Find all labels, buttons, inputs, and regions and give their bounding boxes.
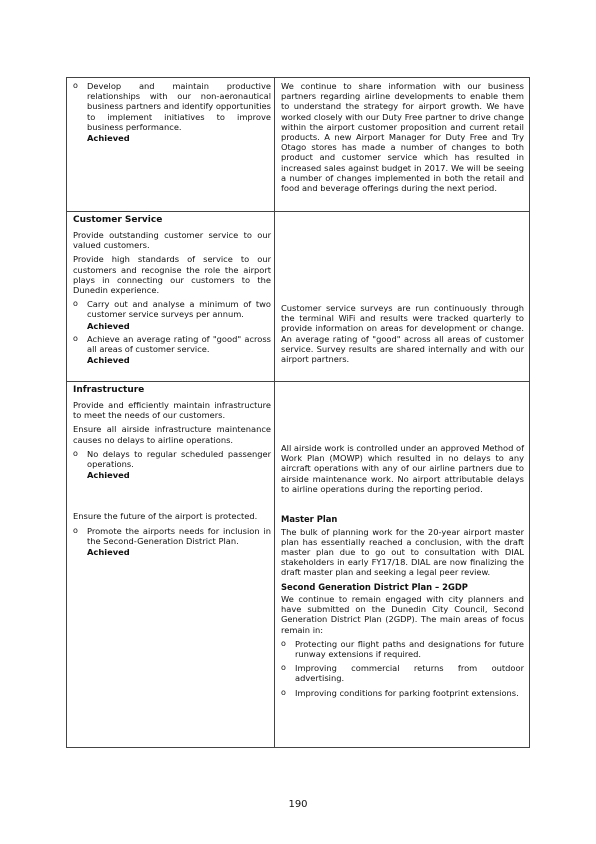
bullet-marker: o (281, 638, 286, 648)
bullet-marker: o (73, 299, 78, 309)
table-cell-right (275, 78, 530, 211)
table-cell-right (275, 382, 530, 747)
bullet-marker: o (281, 687, 286, 697)
achieved-label: Achieved (87, 470, 130, 481)
goal-text: Provide high standards of service to our customers and recognise the role the airport plays in connecting our customers to the Dunedin experience. (73, 254, 271, 296)
list-item (281, 688, 524, 698)
bullet-text: Protecting our flight paths and designations for future runway extensions if required. (295, 638, 524, 660)
table-cell-left (66, 78, 275, 211)
bullet-text: Promote the airports needs for inclusion in the Second-Generation District Plan. (87, 525, 271, 546)
bullet-marker: o (281, 663, 286, 673)
achieved-label: Achieved (87, 355, 130, 366)
table-row-business-partners (66, 77, 530, 212)
bullet-text: Carry out and analyse a minimum of two customer service surveys per annum. (87, 299, 271, 320)
result-text: All airside work is controlled under an approved Method of Work Plan (MOWP) which resulted in no delays to any aircraft operations with any of our airline partners due to airside maintenance work. No airport attributable delays to airline operations during the reporting period. (281, 443, 524, 494)
table-cell-right (275, 212, 530, 381)
list-item (73, 299, 271, 319)
result-text: We continue to share information with our business partners regarding airline developments to enable them to understand the strategy for airport growth. We have worked closely with our Duty Free partner to drive change within the airport customer proposition and current retail products. A new Airport Manager for Duty Free and Try Otago stores has made a number of changes to both product and customer service which has resulted in increased sales against budget in 2017. We will be seeing a number of changes implemented in both the retail and food and beverage offerings during the next period. (281, 81, 524, 194)
table-cell-left (66, 382, 275, 747)
performance-table (66, 77, 530, 748)
master-plan-heading: Master Plan (281, 514, 338, 525)
list-item (281, 663, 524, 683)
list-item (281, 639, 524, 659)
table-row-customer-service (66, 212, 530, 382)
section-heading: Customer Service (73, 215, 163, 225)
section-heading: Infrastructure (73, 385, 145, 395)
list-item (73, 334, 271, 354)
goal-text: Ensure the future of the airport is protected. (73, 511, 258, 522)
list-item (73, 81, 271, 132)
bullet-marker: o (73, 81, 78, 90)
achieved-label: Achieved (87, 133, 130, 144)
district-plan-heading: Second Generation District Plan – 2GDP (281, 581, 468, 592)
table-row-infrastructure (66, 382, 530, 748)
bullet-marker: o (73, 448, 78, 458)
district-plan-text: We continue to remain engaged with city planners and have submitted on the Dunedin City Council, Second Generation District Plan (2GDP). The main areas of focus remain in: (281, 594, 524, 635)
result-text: Customer service surveys are run continuously through the terminal WiFi and results were tracked quarterly to provide information on areas for development or change. An average rating of "good" across all areas of customer service. Survey results are shared internally and with our airport partners. (281, 303, 524, 365)
list-item (73, 449, 271, 469)
goal-text: Provide and efficiently maintain infrastructure to meet the needs of our customers. (73, 400, 271, 421)
page-number: 190 (288, 799, 308, 810)
bullet-marker: o (73, 525, 78, 535)
list-item (73, 526, 271, 546)
table-cell-left (66, 212, 275, 381)
achieved-label: Achieved (87, 547, 130, 558)
goal-text: Ensure all airside infrastructure maintenance causes no delays to airline operations. (73, 424, 271, 445)
bullet-marker: o (73, 333, 78, 343)
achieved-label: Achieved (87, 320, 130, 331)
goal-text: Provide outstanding customer service to our valued customers. (73, 230, 271, 251)
bullet-text: Develop and maintain productive relationships with our non-aeronautical business partners and identify opportunities to implement initiatives to improve business performance. (87, 81, 271, 132)
bullet-text: Improving conditions for parking footprint extensions. (295, 687, 519, 698)
bullet-text: Improving commercial returns from outdoor advertising. (295, 663, 524, 684)
master-plan-text: The bulk of planning work for the 20-year airport master plan has essentially reached a conclusion, with the draft master plan due to go out to consultation with DIAL stakeholders in early FY17/18. DIAL are now finalizing the draft master plan and seeking a legal peer review. (281, 526, 524, 578)
bullet-text: No delays to regular scheduled passenger operations. (87, 448, 271, 470)
bullet-text: Achieve an average rating of "good" across all areas of customer service. (87, 333, 271, 355)
